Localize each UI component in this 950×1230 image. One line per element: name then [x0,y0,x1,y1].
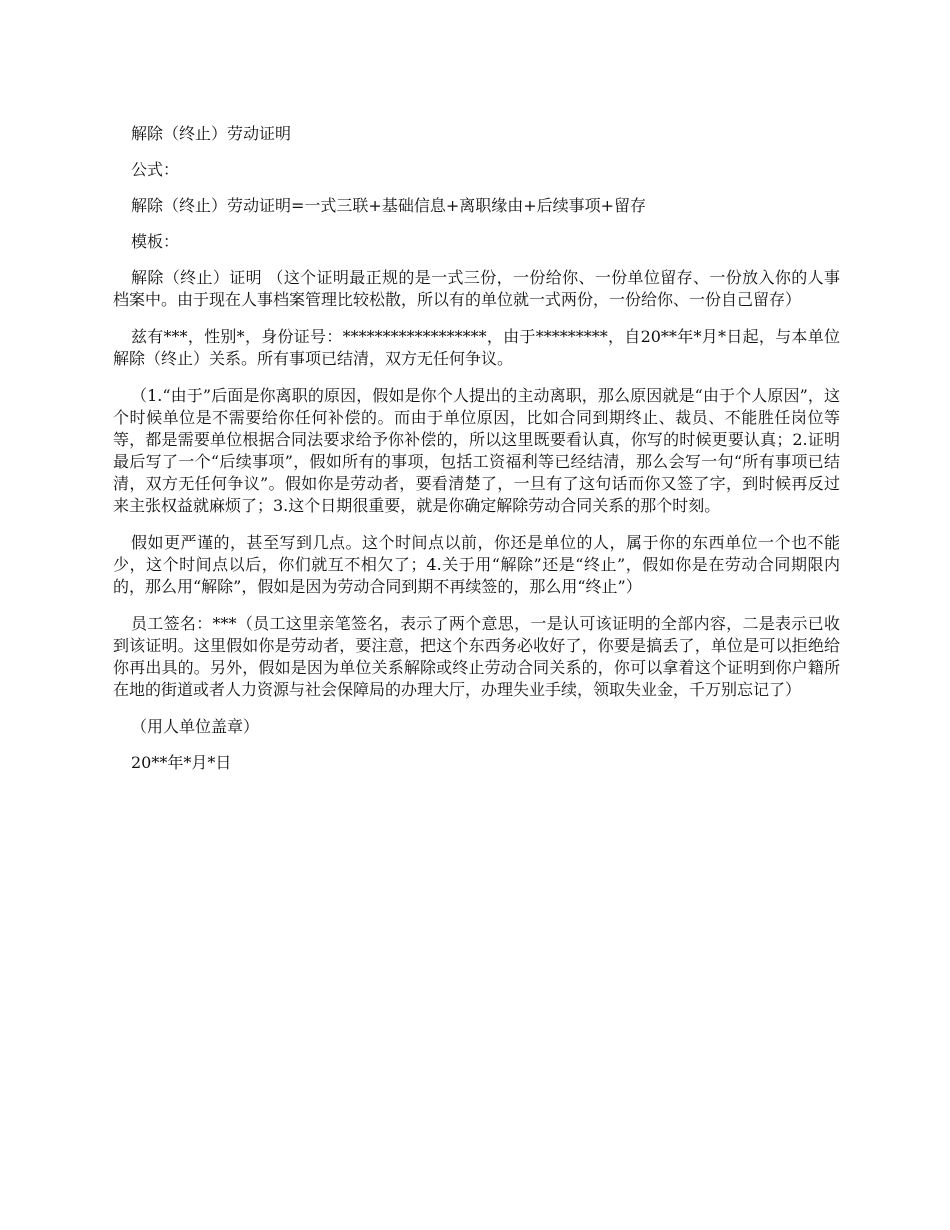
template-label: 模板： [131,232,180,251]
certificate-body-paragraph: 兹有***，性别*，身份证号：******************，由于*********，自20**年*月*日起，与本单位解除（终止）关系。所有事项已结清，双方无任何争议。 [113,327,840,368]
employee-signature-paragraph: 员工签名：***（员工这里亲笔签名，表示了两个意思，一是认可该证明的全部内容，二是表示已收到该证明。这里假如你是劳动者，要注意，把这个东西务必收好了，你要是搞丢了，单位是可以拒绝给你再出具的。另外，假如是因为单位关系解除或终止劳动合同关系的，你可以拿着这个证明到你户籍所在地的街道或者人力资源与社会保障局的办理大厅，办理失业手续，领取失业金，千万别忘记了） [113,614,840,699]
certificate-intro-paragraph: 解除（终止）证明 （这个证明最正规的是一式三份，一份给你、一份单位留存、一份放入你的人事档案中。由于现在人事档案管理比较松散，所以有的单位就一式两份，一份给你、一份自己留存） [113,268,840,309]
document-body [113,123,840,788]
date-line: 20**年*月*日 [131,753,232,772]
document-title: 解除（终止）劳动证明 [131,124,292,143]
company-seal-line: （用人单位盖章） [131,717,260,736]
formula-label: 公式： [131,160,180,179]
formula-text: 解除（终止）劳动证明=一式三联+基础信息+离职缘由+后续事项+留存 [131,196,647,215]
explanation-paragraph: （1.“由于”后面是你离职的原因，假如是你个人提出的主动离职，那么原因就是“由于个人原因”，这个时候单位是不需要给你任何补偿的。而由于单位原因，比如合同到期终止、裁员、不能胜任岗位等等，都是需要单位根据合同法要求给予你补偿的，所以这里既要看认真，你写的时候更要认真；2.证明最后写了一个“后续事项”，假如所有的事项，包括工资福利等已经结清，那么会写一句“所有事项已结清，双方无任何争议”。假如你是劳动者，要看清楚了，一旦有了这句话而你又签了字，到时候再反过来主张权益就麻烦了；3.这个日期很重要，就是你确定解除劳动合同关系的那个时刻。 [113,386,840,515]
time-point-paragraph: 假如更严谨的，甚至写到几点。这个时间点以前，你还是单位的人，属于你的东西单位一个也不能少，这个时间点以后，你们就互不相欠了；4.关于用“解除”还是“终止”，假如你是在劳动合同期限内的，那么用“解除”，假如是因为劳动合同到期不再续签的，那么用“终止”） [113,533,840,596]
